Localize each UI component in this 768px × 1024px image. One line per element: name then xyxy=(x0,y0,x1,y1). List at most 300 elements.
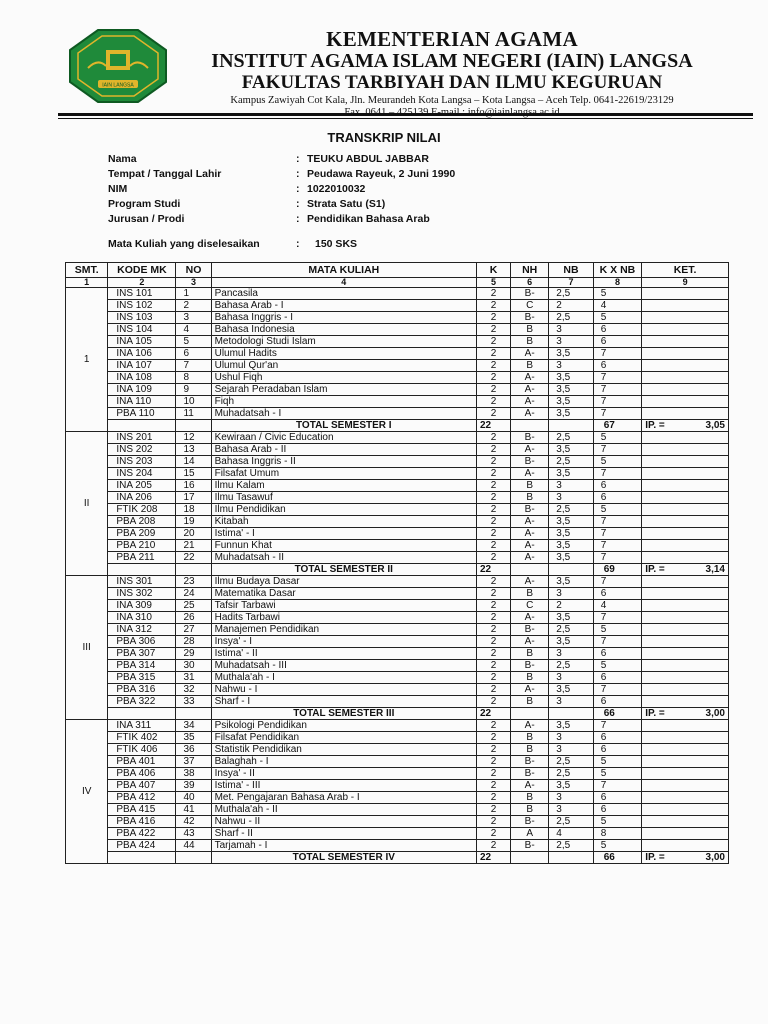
course-kxnb: 6 xyxy=(593,480,642,492)
course-ket xyxy=(642,648,729,660)
course-kxnb: 7 xyxy=(593,612,642,624)
course-code: PBA 422 xyxy=(108,828,176,840)
ip-label: IP. = xyxy=(645,564,665,575)
course-credit: 2 xyxy=(477,624,511,636)
course-code: INA 109 xyxy=(108,384,176,396)
course-row xyxy=(66,648,729,660)
grades-body xyxy=(66,288,729,864)
course-nb: 3,5 xyxy=(549,468,593,480)
header-rule-thin xyxy=(58,118,753,119)
course-ket xyxy=(642,396,729,408)
course-nh: A xyxy=(511,828,549,840)
semester-total-label: TOTAL SEMESTER IV xyxy=(211,852,476,864)
course-kxnb: 7 xyxy=(593,396,642,408)
course-ket xyxy=(642,384,729,396)
info-row: Jurusan / Prodi : Pendidikan Bahasa Arab xyxy=(108,213,430,225)
course-ket xyxy=(642,492,729,504)
course-code: INS 202 xyxy=(108,444,176,456)
course-nb: 3 xyxy=(549,588,593,600)
course-name: Matematika Dasar xyxy=(211,588,476,600)
course-no: 38 xyxy=(176,768,211,780)
course-name: Fiqh xyxy=(211,396,476,408)
course-kxnb: 6 xyxy=(593,588,642,600)
course-no: 31 xyxy=(176,672,211,684)
course-nh: A- xyxy=(511,576,549,588)
course-ket xyxy=(642,804,729,816)
course-nh: B- xyxy=(511,456,549,468)
course-no: 13 xyxy=(176,444,211,456)
semester-total-credits: 22 xyxy=(477,420,511,432)
course-ket xyxy=(642,312,729,324)
course-nh: B- xyxy=(511,432,549,444)
column-number: 5 xyxy=(477,278,511,288)
course-code: PBA 416 xyxy=(108,816,176,828)
ip-label: IP. = xyxy=(645,852,665,863)
course-ket xyxy=(642,288,729,300)
course-name: Hadits Tarbawi xyxy=(211,612,476,624)
course-name: Insya' - I xyxy=(211,636,476,648)
course-code: INS 302 xyxy=(108,588,176,600)
course-nb: 2,5 xyxy=(549,432,593,444)
course-credit: 2 xyxy=(477,336,511,348)
course-nh: B xyxy=(511,480,549,492)
course-row xyxy=(66,588,729,600)
course-ket xyxy=(642,780,729,792)
course-ket xyxy=(642,324,729,336)
course-nb: 4 xyxy=(549,828,593,840)
course-nh: B xyxy=(511,588,549,600)
course-ket xyxy=(642,756,729,768)
info-value: TEUKU ABDUL JABBAR xyxy=(307,153,429,165)
course-no: 21 xyxy=(176,540,211,552)
column-number: 4 xyxy=(211,278,476,288)
course-no: 35 xyxy=(176,732,211,744)
ip-value: 3,05 xyxy=(705,420,725,431)
course-code: PBA 211 xyxy=(108,552,176,564)
course-no: 17 xyxy=(176,492,211,504)
course-row xyxy=(66,360,729,372)
course-name: Ushul Fiqh xyxy=(211,372,476,384)
course-ket xyxy=(642,348,729,360)
course-ket xyxy=(642,660,729,672)
course-code: PBA 322 xyxy=(108,696,176,708)
course-ket xyxy=(642,624,729,636)
course-row xyxy=(66,684,729,696)
course-kxnb: 6 xyxy=(593,360,642,372)
course-code: PBA 210 xyxy=(108,540,176,552)
ip-value: 3,00 xyxy=(705,852,725,863)
course-nh: B- xyxy=(511,624,549,636)
course-code: PBA 401 xyxy=(108,756,176,768)
info-row: Tempat / Tanggal Lahir : Peudawa Rayeuk, 2 Juni 1990 xyxy=(108,168,456,180)
course-nh: B xyxy=(511,744,549,756)
course-nb: 2,5 xyxy=(549,660,593,672)
course-name: Bahasa Inggris - I xyxy=(211,312,476,324)
sks-row: Mata Kuliah yang diselesaikan : 150 SKS xyxy=(108,238,358,250)
course-name: Nahwu - I xyxy=(211,684,476,696)
course-name: Istima' - II xyxy=(211,648,476,660)
column-number: 9 xyxy=(642,278,729,288)
info-label: NIM xyxy=(108,183,128,195)
info-row: Program Studi : Strata Satu (S1) xyxy=(108,198,386,210)
course-code: INS 101 xyxy=(108,288,176,300)
course-nh: B xyxy=(511,492,549,504)
course-ket xyxy=(642,792,729,804)
course-no: 26 xyxy=(176,612,211,624)
course-kxnb: 7 xyxy=(593,468,642,480)
semester-total-kxnb: 66 xyxy=(593,852,642,864)
course-kxnb: 6 xyxy=(593,672,642,684)
course-no: 44 xyxy=(176,840,211,852)
course-kxnb: 7 xyxy=(593,552,642,564)
course-ket xyxy=(642,636,729,648)
course-nb: 2,5 xyxy=(549,504,593,516)
course-name: Pancasila xyxy=(211,288,476,300)
course-nh: A- xyxy=(511,348,549,360)
course-no: 2 xyxy=(176,300,211,312)
course-row xyxy=(66,660,729,672)
course-ket xyxy=(642,480,729,492)
ip-label: IP. = xyxy=(645,708,665,719)
course-credit: 2 xyxy=(477,768,511,780)
course-nh: B- xyxy=(511,504,549,516)
course-kxnb: 7 xyxy=(593,576,642,588)
course-name: Ulumul Qur'an xyxy=(211,360,476,372)
course-nh: A- xyxy=(511,396,549,408)
course-ket xyxy=(642,504,729,516)
course-nb: 2,5 xyxy=(549,756,593,768)
info-row: Nama : TEUKU ABDUL JABBAR xyxy=(108,153,429,165)
course-no: 20 xyxy=(176,528,211,540)
course-kxnb: 8 xyxy=(593,828,642,840)
course-credit: 2 xyxy=(477,804,511,816)
course-row xyxy=(66,768,729,780)
course-nh: A- xyxy=(511,468,549,480)
course-credit: 2 xyxy=(477,780,511,792)
course-credit: 2 xyxy=(477,396,511,408)
course-name: Filsafat Umum xyxy=(211,468,476,480)
course-row xyxy=(66,324,729,336)
semester-number: III xyxy=(66,576,108,720)
ip-value: 3,00 xyxy=(705,708,725,719)
header-kxnb: K X NB xyxy=(593,263,642,278)
course-name: Istima' - I xyxy=(211,528,476,540)
course-kxnb: 6 xyxy=(593,744,642,756)
course-nb: 3,5 xyxy=(549,540,593,552)
course-kxnb: 6 xyxy=(593,792,642,804)
course-code: PBA 424 xyxy=(108,840,176,852)
course-name: Insya' - II xyxy=(211,768,476,780)
course-ket xyxy=(642,720,729,732)
course-kxnb: 5 xyxy=(593,624,642,636)
course-code: PBA 415 xyxy=(108,804,176,816)
course-nh: A- xyxy=(511,720,549,732)
course-kxnb: 7 xyxy=(593,528,642,540)
course-credit: 2 xyxy=(477,840,511,852)
course-credit: 2 xyxy=(477,372,511,384)
course-code: FTIK 208 xyxy=(108,504,176,516)
course-row xyxy=(66,384,729,396)
course-nh: C xyxy=(511,300,549,312)
course-no: 30 xyxy=(176,660,211,672)
course-name: Psikologi Pendidikan xyxy=(211,720,476,732)
header-rule-thick xyxy=(58,113,753,116)
course-ket xyxy=(642,768,729,780)
semester-total-label: TOTAL SEMESTER II xyxy=(211,564,476,576)
course-credit: 2 xyxy=(477,528,511,540)
semester-total-kxnb: 69 xyxy=(593,564,642,576)
course-nh: B xyxy=(511,804,549,816)
course-ket xyxy=(642,600,729,612)
course-no: 15 xyxy=(176,468,211,480)
course-nh: B xyxy=(511,792,549,804)
course-no: 9 xyxy=(176,384,211,396)
column-number: 8 xyxy=(593,278,642,288)
course-nb: 3 xyxy=(549,744,593,756)
ip-value: 3,14 xyxy=(705,564,725,575)
course-nb: 3 xyxy=(549,492,593,504)
course-name: Ilmu Tasawuf xyxy=(211,492,476,504)
course-nb: 2,5 xyxy=(549,288,593,300)
course-credit: 2 xyxy=(477,384,511,396)
course-kxnb: 6 xyxy=(593,492,642,504)
course-credit: 2 xyxy=(477,756,511,768)
course-row xyxy=(66,672,729,684)
sks-label: Mata Kuliah yang diselesaikan xyxy=(108,238,260,250)
course-no: 28 xyxy=(176,636,211,648)
course-nh: A- xyxy=(511,528,549,540)
faculty-name: FAKULTAS TARBIYAH DAN ILMU KEGURUAN xyxy=(241,72,663,93)
course-row xyxy=(66,624,729,636)
semester-ip xyxy=(642,420,729,432)
course-credit: 2 xyxy=(477,468,511,480)
course-no: 25 xyxy=(176,600,211,612)
semester-total-label: TOTAL SEMESTER III xyxy=(211,708,476,720)
course-no: 27 xyxy=(176,624,211,636)
course-code: INS 203 xyxy=(108,456,176,468)
grades-table xyxy=(65,262,729,864)
course-nb: 2,5 xyxy=(549,456,593,468)
course-nb: 3,5 xyxy=(549,396,593,408)
course-no: 8 xyxy=(176,372,211,384)
course-row xyxy=(66,804,729,816)
course-name: Filsafat Pendidikan xyxy=(211,732,476,744)
course-kxnb: 5 xyxy=(593,504,642,516)
column-number: 7 xyxy=(549,278,593,288)
header-no: NO xyxy=(176,263,211,278)
course-row xyxy=(66,828,729,840)
course-ket xyxy=(642,816,729,828)
course-nb: 2,5 xyxy=(549,624,593,636)
ministry-name: KEMENTERIAN AGAMA xyxy=(326,27,578,51)
course-code: INS 102 xyxy=(108,300,176,312)
course-name: Funnun Khat xyxy=(211,540,476,552)
course-row xyxy=(66,336,729,348)
course-row xyxy=(66,756,729,768)
course-nb: 2,5 xyxy=(549,312,593,324)
course-nb: 3 xyxy=(549,792,593,804)
column-number-row xyxy=(66,278,729,288)
course-no: 7 xyxy=(176,360,211,372)
course-ket xyxy=(642,612,729,624)
ip-label: IP. = xyxy=(645,420,665,431)
course-credit: 2 xyxy=(477,552,511,564)
info-value: 1022010032 xyxy=(307,183,366,195)
course-code: INA 106 xyxy=(108,348,176,360)
course-credit: 2 xyxy=(477,612,511,624)
course-kxnb: 5 xyxy=(593,456,642,468)
course-ket xyxy=(642,336,729,348)
column-number: 6 xyxy=(511,278,549,288)
course-ket xyxy=(642,444,729,456)
course-row xyxy=(66,396,729,408)
course-kxnb: 6 xyxy=(593,696,642,708)
course-no: 11 xyxy=(176,408,211,420)
column-number: 1 xyxy=(66,278,108,288)
course-row xyxy=(66,552,729,564)
course-code: INA 310 xyxy=(108,612,176,624)
course-credit: 2 xyxy=(477,576,511,588)
course-no: 37 xyxy=(176,756,211,768)
course-nb: 3,5 xyxy=(549,552,593,564)
course-no: 40 xyxy=(176,792,211,804)
course-nb: 3,5 xyxy=(549,372,593,384)
course-name: Balaghah - I xyxy=(211,756,476,768)
course-kxnb: 5 xyxy=(593,432,642,444)
course-ket xyxy=(642,300,729,312)
course-no: 16 xyxy=(176,480,211,492)
semester-total-kxnb: 67 xyxy=(593,420,642,432)
course-no: 22 xyxy=(176,552,211,564)
course-credit: 2 xyxy=(477,648,511,660)
info-value: Strata Satu (S1) xyxy=(307,198,386,210)
course-kxnb: 4 xyxy=(593,300,642,312)
course-row xyxy=(66,504,729,516)
course-ket xyxy=(642,840,729,852)
info-row: NIM : 1022010032 xyxy=(108,183,366,195)
semester-number: II xyxy=(66,432,108,576)
course-code: PBA 406 xyxy=(108,768,176,780)
course-code: INS 201 xyxy=(108,432,176,444)
course-row xyxy=(66,528,729,540)
course-name: Bahasa Arab - I xyxy=(211,300,476,312)
course-ket xyxy=(642,540,729,552)
course-credit: 2 xyxy=(477,600,511,612)
course-ket xyxy=(642,828,729,840)
course-ket xyxy=(642,684,729,696)
course-no: 1 xyxy=(176,288,211,300)
course-code: PBA 314 xyxy=(108,660,176,672)
course-name: Muthala'ah - I xyxy=(211,672,476,684)
course-no: 4 xyxy=(176,324,211,336)
course-row xyxy=(66,816,729,828)
course-credit: 2 xyxy=(477,360,511,372)
course-code: FTIK 402 xyxy=(108,732,176,744)
logo-text: IAIN LANGSA xyxy=(102,82,134,89)
course-nh: A- xyxy=(511,684,549,696)
course-row xyxy=(66,312,729,324)
header-ket: KET. xyxy=(642,263,729,278)
course-row xyxy=(66,840,729,852)
course-nb: 3,5 xyxy=(549,780,593,792)
course-kxnb: 6 xyxy=(593,804,642,816)
semester-total-label: TOTAL SEMESTER I xyxy=(211,420,476,432)
course-nb: 3 xyxy=(549,324,593,336)
course-credit: 2 xyxy=(477,516,511,528)
course-ket xyxy=(642,744,729,756)
header-kode-mk: KODE MK xyxy=(108,263,176,278)
course-nb: 3 xyxy=(549,804,593,816)
course-row xyxy=(66,780,729,792)
course-nh: B- xyxy=(511,768,549,780)
header-nb: NB xyxy=(549,263,593,278)
course-row xyxy=(66,444,729,456)
course-row xyxy=(66,408,729,420)
header-mata-kuliah: MATA KULIAH xyxy=(211,263,476,278)
course-credit: 2 xyxy=(477,312,511,324)
course-row xyxy=(66,300,729,312)
sks-value: 150 SKS xyxy=(315,238,358,250)
course-kxnb: 5 xyxy=(593,816,642,828)
course-no: 29 xyxy=(176,648,211,660)
course-credit: 2 xyxy=(477,816,511,828)
course-row xyxy=(66,576,729,588)
course-code: FTIK 406 xyxy=(108,744,176,756)
course-row xyxy=(66,456,729,468)
course-name: Muhadatsah - I xyxy=(211,408,476,420)
course-nh: A- xyxy=(511,444,549,456)
course-nh: A- xyxy=(511,384,549,396)
semester-total-row xyxy=(66,420,729,432)
course-credit: 2 xyxy=(477,504,511,516)
course-kxnb: 7 xyxy=(593,372,642,384)
course-kxnb: 7 xyxy=(593,444,642,456)
course-code: PBA 315 xyxy=(108,672,176,684)
course-no: 42 xyxy=(176,816,211,828)
course-credit: 2 xyxy=(477,720,511,732)
course-credit: 2 xyxy=(477,744,511,756)
course-nh: C xyxy=(511,600,549,612)
course-nh: A- xyxy=(511,408,549,420)
course-name: Muhadatsah - II xyxy=(211,552,476,564)
course-no: 39 xyxy=(176,780,211,792)
course-nb: 2 xyxy=(549,600,593,612)
course-no: 36 xyxy=(176,744,211,756)
course-nh: B- xyxy=(511,840,549,852)
course-nb: 3,5 xyxy=(549,348,593,360)
course-ket xyxy=(642,588,729,600)
course-row xyxy=(66,516,729,528)
course-name: Muhadatsah - III xyxy=(211,660,476,672)
course-name: Tafsir Tarbawi xyxy=(211,600,476,612)
course-row xyxy=(66,372,729,384)
course-credit: 2 xyxy=(477,672,511,684)
course-nh: A- xyxy=(511,372,549,384)
course-row xyxy=(66,492,729,504)
course-credit: 2 xyxy=(477,684,511,696)
course-name: Sharf - I xyxy=(211,696,476,708)
course-name: Istima' - III xyxy=(211,780,476,792)
course-ket xyxy=(642,408,729,420)
course-nb: 2,5 xyxy=(549,768,593,780)
course-kxnb: 5 xyxy=(593,840,642,852)
course-row xyxy=(66,348,729,360)
course-nh: B- xyxy=(511,660,549,672)
course-nh: A- xyxy=(511,636,549,648)
info-label: Program Studi xyxy=(108,198,181,210)
course-name: Ulumul Hadits xyxy=(211,348,476,360)
institute-name: INSTITUT AGAMA ISLAM NEGERI (IAIN) LANGSA xyxy=(211,50,693,72)
